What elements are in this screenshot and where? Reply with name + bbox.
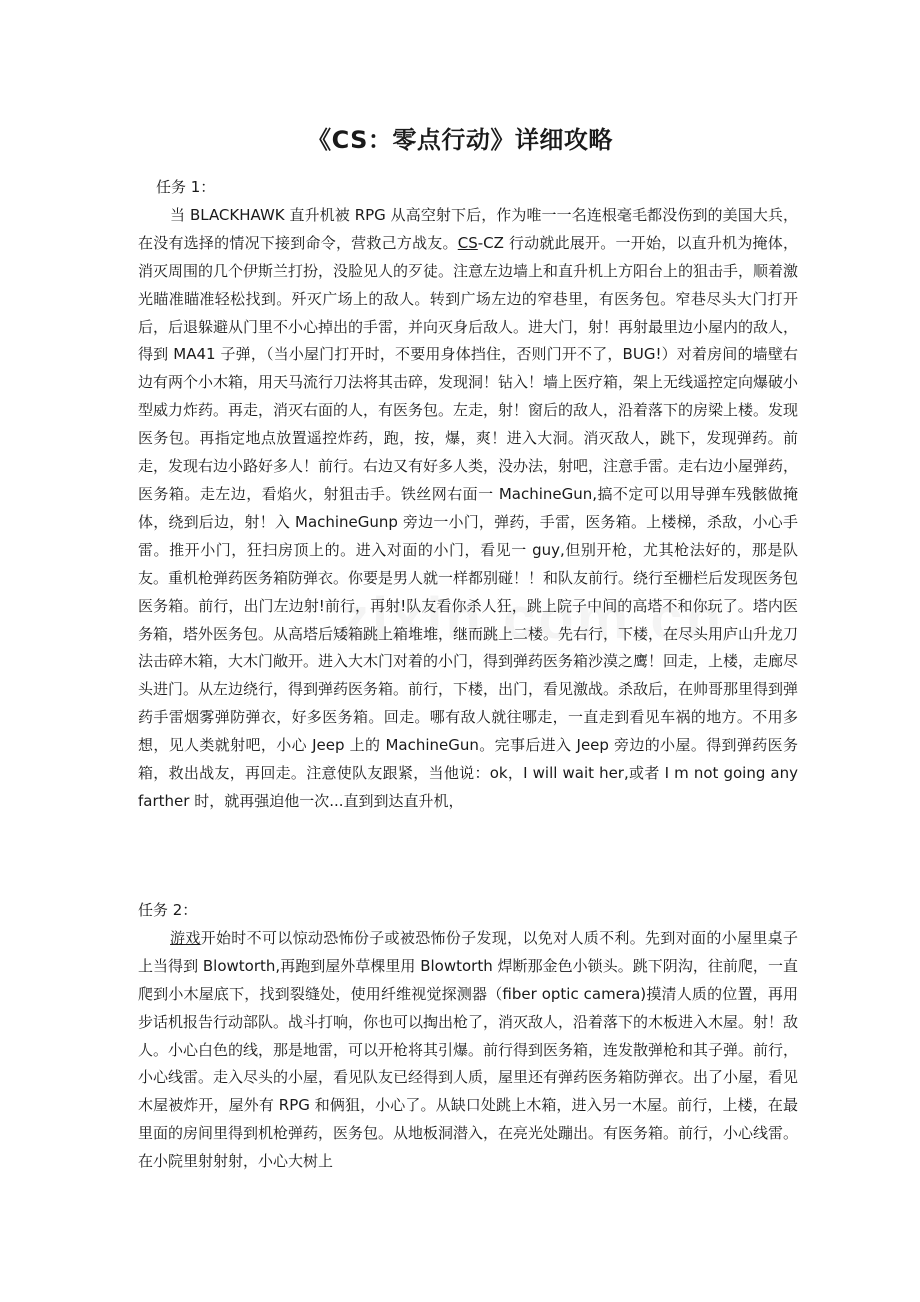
- mission-2-paragraph: [138, 925, 798, 1176]
- mission-1-text-part-2: -CZ 行动就此展开。一开始，以直升机为掩体，消灭周围的几个伊斯兰打扮，没脸见人的歹徒。注意左边墙上和直升机上方阳台上的狙击手，顺着激光瞄准瞄准轻松找到。歼灭广场上的敌人。转到广场左边的窄巷里，有医务包。窄巷尽头大门打开后，后退躲避从门里不小心掉出的手雷，并向灭身后敌人。进大门，射！再射最里边小屋内的敌人，得到 MA41 子弹，（当小屋门打开时，不要用身体挡住，否则门开不了，BUG!）对着房间的墙壁右边有两个小木箱，用天马流行刀法将其击碎，发现洞！钻入！墙上医疗箱，架上无线遥控定向爆破小型威力炸药。再走，消灭右面的人，有医务包。左走，射！窗后的敌人，沿着落下的房梁上楼。发现医务包。再指定地点放置遥控炸药，跑，按，爆，爽！进入大洞。消灭敌人，跳下，发现弹药。前走，发现右边小路好多人！前行。右边又有好多人类，没办法，射吧，注意手雷。走右边小屋弹药，医务箱。走左边，看焰火，射狙击手。铁丝网右面一 MachineGun,搞不定可以用导弹车残骸做掩体，绕到后边，射！入 MachineGunp 旁边一小门，弹药，手雷，医务箱。上楼梯，杀敌，小心手雷。推开小门，狂扫房顶上的。进入对面的小门，看见一 guy,但别开枪，尤其枪法好的，那是队友。重机枪弹药医务箱防弹衣。你要是男人就一样都别碰！！和队友前行。绕行至栅栏后发现医务包医务箱。前行，出门左边射!前行，再射!队友看你杀人狂，跳上院子中间的高塔不和你玩了。塔内医务箱，塔外医务包。从高塔后矮箱跳上箱堆堆，继而跳上二楼。先右行，下楼，在尽头用庐山升龙刀法击碎木箱，大木门敞开。进入大木门对着的小门，得到弹药医务箱沙漠之鹰！回走，上楼，走廊尽头进门。从左边绕行，得到弹药医务箱。前行，下楼，出门，看见激战。杀敌后，在帅哥那里得到弹药手雷烟雾弹防弹衣，好多医务箱。回走。哪有敌人就往哪走，一直走到看见车祸的地方。不用多想，见人类就射吧，小心 Jeep 上的 MachineGun。完事后进入 Jeep 旁边的小屋。得到弹药医务箱，救出战友，再回走。注意使队友跟紧，当他说：ok，I will wait her,或者 I m not going any farther 时，就再强迫他一次...直到到达直升机，: [138, 233, 799, 810]
- mission-1-paragraph: [138, 202, 798, 816]
- mission-1-text-part-1: 当 BLACKHAWK 直升机被 RPG 从高空射下后，作为唯一一名连根毫毛都没伤到的美国大兵，在没有选择的情况下接到命令，营救己方战友。: [138, 205, 798, 252]
- mission-2-section: [138, 897, 798, 1176]
- mission-2-label: 任务 2：: [138, 901, 198, 919]
- page-title: 《CS：零点行动》详细攻略: [307, 126, 613, 154]
- cs-link[interactable]: CS: [457, 233, 478, 252]
- mission-1-section: [138, 174, 798, 816]
- mission-2-text: 开始时不可以惊动恐怖份子或被恐怖份子发现，以免对人质不利。先到对面的小屋里桌子上当得到 Blowtorth,再跑到屋外草棵里用 Blowtorth 焊断那金色小锁头。跳下阴沟，往前爬，一直爬到小木屋底下，找到裂缝处，使用纤维视觉探测器（fiber optic camera)摸清人质的位置，再用步话机报告行动部队。战斗打响，你也可以掏出枪了，消灭敌人，沿着落下的木板进入木屋。射！敌人。小心白色的线，那是地雷，可以开枪将其引爆。前行得到医务箱，连发散弹枪和其子弹。前行，小心线雷。走入尽头的小屋，看见队友已经得到人质，屋里还有弹药医务箱防弹衣。出了小屋，看见木屋被炸开，屋外有 RPG 和俩狙，小心了。从缺口处跳上木箱，进入另一木屋。前行，上楼，在最里面的房间里得到机枪弹药，医务包。从地板洞潜入，在亮光处蹦出。有医务箱。前行，小心线雷。在小院里射射射，小心大树上: [138, 928, 799, 1171]
- game-link[interactable]: 游戏: [170, 928, 201, 947]
- mission-1-label: 任务 1：: [156, 178, 216, 196]
